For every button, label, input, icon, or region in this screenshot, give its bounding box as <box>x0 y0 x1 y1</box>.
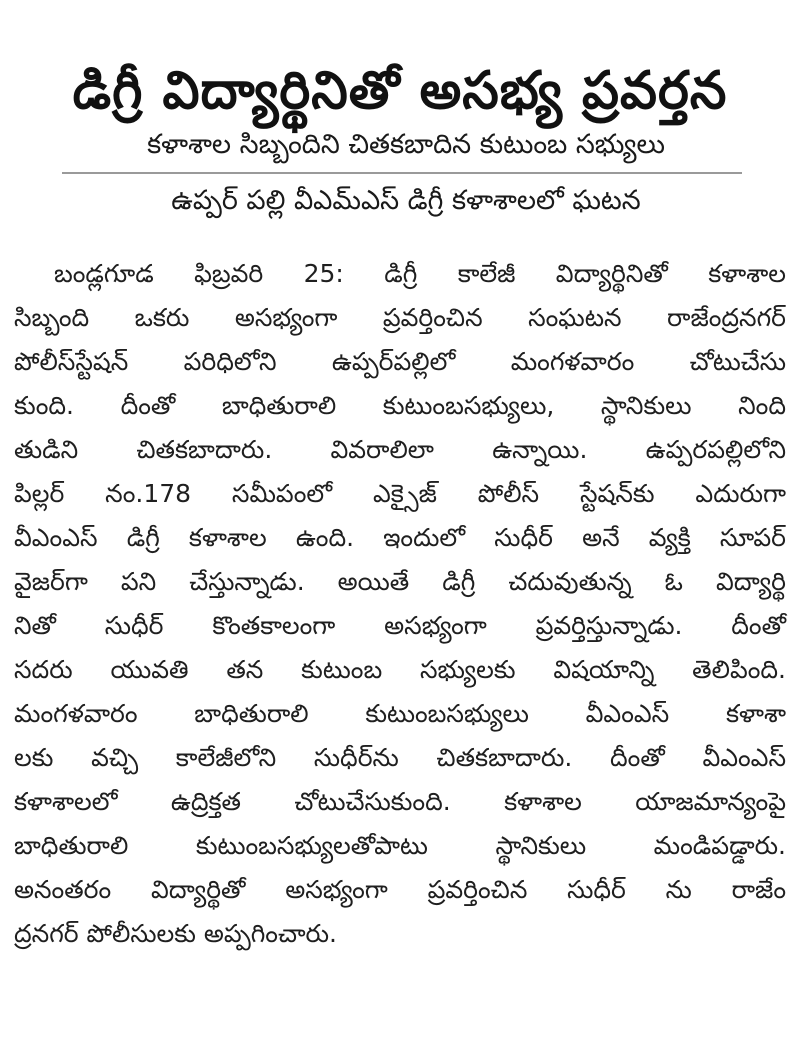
article-body <box>14 252 786 956</box>
article-line: లకు వచ్చి కాలేజీలోని సుధీర్‌ను చితకబాదారు. దీంతో వీఎంఎస్ <box>14 743 786 772</box>
article-line: కుంది. దీంతో బాధితురాలి కుటుంబసభ్యులు, స్థానికులు నింది <box>14 391 786 420</box>
article-line: బాధితురాలి కుటుంబసభ్యులతోపాటు స్థానికులు మండిపడ్డారు. <box>14 831 786 860</box>
subheadline-1: కళాశాల సిబ్బందిని చితకబాదిన కుటుంబ సభ్యులు <box>147 129 665 160</box>
article-line: అనంతరం విద్యార్థితో అసభ్యంగా ప్రవర్తించిన సుధీర్ ను రాజేం <box>14 875 786 904</box>
article-line: వీఎంఎస్ డిగ్రీ కళాశాల ఉంది. ఇందులో సుధీర్ అనే వ్యక్తి సూపర్ <box>14 523 786 552</box>
article-line: సదరు యువతి తన కుటుంబ సభ్యులకు విషయాన్ని తెలిపింది. <box>14 655 786 684</box>
article-line: నితో సుధీర్ కొంతకాలంగా అసభ్యంగా ప్రవర్తిస్తున్నాడు. దీంతో <box>14 611 786 640</box>
article-line: సిబ్బంది ఒకరు అసభ్యంగా ప్రవర్తించిన సంఘటన రాజేంద్రనగర్ <box>14 303 786 332</box>
article-line: కళాశాలలో ఉద్రిక్తత చోటుచేసుకుంది. కళాశాల యాజమాన్యంపై <box>14 787 786 816</box>
article-line: మంగళవారం బాధితురాలి కుటుంబసభ్యులు వీఎంఎస్ కళాశా <box>14 699 786 728</box>
article-line: ద్రనగర్ పోలీసులకు అప్పగించారు. <box>14 919 337 948</box>
article-line: పిల్లర్ నం.178 సమీపంలో ఎక్సైజ్ పోలీస్ స్టేషన్‌కు ఎదురుగా <box>14 479 786 508</box>
subheadline-divider <box>62 172 742 174</box>
article-line: పోలీస్‌స్టేషన్ పరిధిలోని ఉప్పర్‌పల్లిలో మంగళవారం చోటుచేసు <box>14 347 786 376</box>
subheadline-2: ఉప్పర్ పల్లి వీఎమ్ఎస్ డిగ్రీ కళాశాలలో ఘటన <box>171 185 641 216</box>
article-line: బండ్లగూడ ఫిబ్రవరి 25: డిగ్రీ కాలేజీ విద్యార్థినితో కళాశాల <box>54 259 786 288</box>
article-line: వైజర్‌గా పని చేస్తున్నాడు. అయితే డిగ్రీ చదువుతున్న ఓ విద్యార్థి <box>14 567 786 596</box>
article-line: తుడిని చితకబాదారు. వివరాలిలా ఉన్నాయి. ఉప్పరపల్లిలోని <box>14 435 786 464</box>
headline: డిగ్రీ విద్యార్థినితో అసభ్య ప్రవర్తన <box>72 60 728 121</box>
clipped-previous-article-text <box>0 0 800 8</box>
